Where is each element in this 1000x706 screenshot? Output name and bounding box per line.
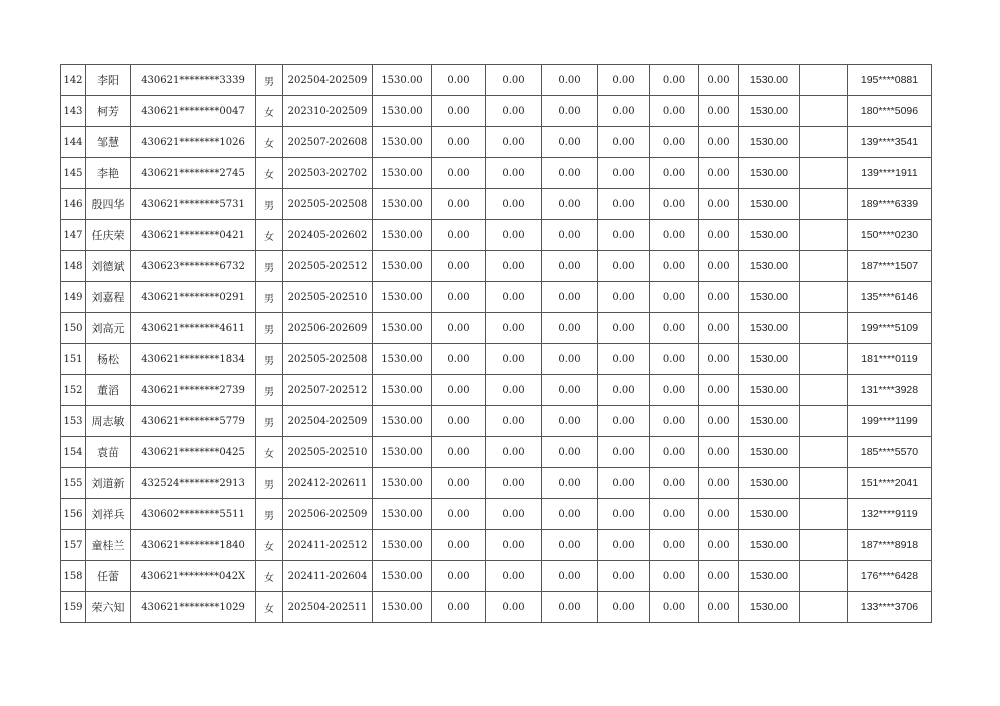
table-row — [61, 251, 932, 282]
cell-col-5: 0.00 — [650, 561, 699, 592]
cell-gender: 男 — [256, 282, 283, 313]
cell-phone: 131****3928 — [848, 375, 932, 406]
cell-col-2: 0.00 — [486, 344, 542, 375]
cell-row-number: 159 — [61, 592, 86, 623]
cell-col-6: 0.00 — [699, 220, 739, 251]
cell-id-number: 430623********6732 — [131, 251, 256, 282]
cell-row-number: 154 — [61, 437, 86, 468]
cell-blank — [800, 499, 848, 530]
cell-col-5: 0.00 — [650, 375, 699, 406]
cell-col-3: 0.00 — [542, 251, 598, 282]
cell-row-number: 153 — [61, 406, 86, 437]
cell-row-number: 157 — [61, 530, 86, 561]
cell-col-5: 0.00 — [650, 592, 699, 623]
cell-name: 邹慧 — [86, 127, 131, 158]
cell-col-3: 0.00 — [542, 313, 598, 344]
cell-total: 1530.00 — [739, 499, 800, 530]
cell-col-4: 0.00 — [598, 530, 650, 561]
cell-id-number: 430621********2745 — [131, 158, 256, 189]
cell-col-2: 0.00 — [486, 251, 542, 282]
cell-total: 1530.00 — [739, 344, 800, 375]
cell-total: 1530.00 — [739, 375, 800, 406]
cell-col-4: 0.00 — [598, 437, 650, 468]
cell-total: 1530.00 — [739, 561, 800, 592]
cell-id-number: 430621********1840 — [131, 530, 256, 561]
cell-total: 1530.00 — [739, 282, 800, 313]
cell-amount: 1530.00 — [373, 437, 432, 468]
cell-period: 202506-202609 — [283, 313, 373, 344]
cell-col-6: 0.00 — [699, 437, 739, 468]
cell-id-number: 430621********1834 — [131, 344, 256, 375]
cell-id-number: 430621********0425 — [131, 437, 256, 468]
cell-phone: 132****9119 — [848, 499, 932, 530]
cell-col-2: 0.00 — [486, 406, 542, 437]
cell-amount: 1530.00 — [373, 158, 432, 189]
cell-gender: 女 — [256, 96, 283, 127]
cell-col-3: 0.00 — [542, 499, 598, 530]
cell-id-number: 432524********2913 — [131, 468, 256, 499]
cell-period: 202505-202508 — [283, 189, 373, 220]
cell-amount: 1530.00 — [373, 313, 432, 344]
cell-amount: 1530.00 — [373, 406, 432, 437]
cell-total: 1530.00 — [739, 96, 800, 127]
cell-col-2: 0.00 — [486, 561, 542, 592]
cell-period: 202503-202702 — [283, 158, 373, 189]
cell-gender: 男 — [256, 468, 283, 499]
cell-col-2: 0.00 — [486, 530, 542, 561]
cell-col-3: 0.00 — [542, 561, 598, 592]
cell-phone: 135****6146 — [848, 282, 932, 313]
cell-col-4: 0.00 — [598, 375, 650, 406]
cell-col-4: 0.00 — [598, 406, 650, 437]
cell-id-number: 430621********0047 — [131, 96, 256, 127]
cell-col-6: 0.00 — [699, 530, 739, 561]
cell-col-4: 0.00 — [598, 158, 650, 189]
cell-name: 童桂兰 — [86, 530, 131, 561]
cell-name: 刘祥兵 — [86, 499, 131, 530]
cell-col-1: 0.00 — [432, 251, 486, 282]
cell-period: 202405-202602 — [283, 220, 373, 251]
table-row — [61, 406, 932, 437]
cell-amount: 1530.00 — [373, 189, 432, 220]
cell-col-5: 0.00 — [650, 251, 699, 282]
cell-id-number: 430621********3339 — [131, 65, 256, 96]
cell-col-3: 0.00 — [542, 468, 598, 499]
cell-col-4: 0.00 — [598, 499, 650, 530]
cell-gender: 女 — [256, 127, 283, 158]
cell-col-2: 0.00 — [486, 499, 542, 530]
cell-col-5: 0.00 — [650, 127, 699, 158]
cell-name: 刘嘉程 — [86, 282, 131, 313]
cell-gender: 男 — [256, 406, 283, 437]
cell-name: 任蕾 — [86, 561, 131, 592]
cell-phone: 180****5096 — [848, 96, 932, 127]
cell-phone: 187****8918 — [848, 530, 932, 561]
cell-name: 周志敏 — [86, 406, 131, 437]
cell-col-1: 0.00 — [432, 282, 486, 313]
cell-id-number: 430621********0421 — [131, 220, 256, 251]
cell-total: 1530.00 — [739, 189, 800, 220]
cell-row-number: 144 — [61, 127, 86, 158]
cell-col-3: 0.00 — [542, 406, 598, 437]
cell-phone: 187****1507 — [848, 251, 932, 282]
cell-blank — [800, 375, 848, 406]
cell-col-2: 0.00 — [486, 65, 542, 96]
cell-col-2: 0.00 — [486, 592, 542, 623]
table-row — [61, 437, 932, 468]
cell-row-number: 152 — [61, 375, 86, 406]
cell-gender: 男 — [256, 251, 283, 282]
cell-blank — [800, 251, 848, 282]
cell-period: 202505-202510 — [283, 282, 373, 313]
cell-name: 李阳 — [86, 65, 131, 96]
cell-phone: 195****0881 — [848, 65, 932, 96]
cell-amount: 1530.00 — [373, 592, 432, 623]
cell-phone: 151****2041 — [848, 468, 932, 499]
cell-col-6: 0.00 — [699, 406, 739, 437]
cell-col-3: 0.00 — [542, 437, 598, 468]
cell-col-5: 0.00 — [650, 65, 699, 96]
cell-blank — [800, 437, 848, 468]
cell-name: 荣六知 — [86, 592, 131, 623]
cell-gender: 女 — [256, 592, 283, 623]
cell-col-5: 0.00 — [650, 220, 699, 251]
cell-col-3: 0.00 — [542, 96, 598, 127]
cell-col-6: 0.00 — [699, 189, 739, 220]
cell-col-1: 0.00 — [432, 127, 486, 158]
cell-period: 202504-202509 — [283, 65, 373, 96]
cell-col-5: 0.00 — [650, 96, 699, 127]
cell-amount: 1530.00 — [373, 375, 432, 406]
cell-col-6: 0.00 — [699, 65, 739, 96]
cell-col-1: 0.00 — [432, 65, 486, 96]
table-row — [61, 220, 932, 251]
cell-col-4: 0.00 — [598, 561, 650, 592]
cell-blank — [800, 530, 848, 561]
cell-row-number: 148 — [61, 251, 86, 282]
cell-col-3: 0.00 — [542, 65, 598, 96]
cell-period: 202506-202509 — [283, 499, 373, 530]
cell-amount: 1530.00 — [373, 468, 432, 499]
cell-col-4: 0.00 — [598, 282, 650, 313]
cell-col-3: 0.00 — [542, 375, 598, 406]
cell-blank — [800, 127, 848, 158]
cell-col-5: 0.00 — [650, 406, 699, 437]
table-row — [61, 158, 932, 189]
cell-col-1: 0.00 — [432, 189, 486, 220]
cell-total: 1530.00 — [739, 127, 800, 158]
cell-phone: 199****1199 — [848, 406, 932, 437]
cell-col-4: 0.00 — [598, 127, 650, 158]
cell-row-number: 151 — [61, 344, 86, 375]
cell-col-6: 0.00 — [699, 468, 739, 499]
cell-col-6: 0.00 — [699, 313, 739, 344]
cell-col-2: 0.00 — [486, 127, 542, 158]
cell-amount: 1530.00 — [373, 530, 432, 561]
cell-name: 柯芳 — [86, 96, 131, 127]
cell-row-number: 143 — [61, 96, 86, 127]
cell-period: 202507-202512 — [283, 375, 373, 406]
table-row — [61, 127, 932, 158]
cell-amount: 1530.00 — [373, 127, 432, 158]
cell-col-4: 0.00 — [598, 592, 650, 623]
cell-col-5: 0.00 — [650, 282, 699, 313]
cell-row-number: 156 — [61, 499, 86, 530]
cell-id-number: 430621********5731 — [131, 189, 256, 220]
cell-blank — [800, 189, 848, 220]
cell-col-2: 0.00 — [486, 158, 542, 189]
cell-col-6: 0.00 — [699, 344, 739, 375]
cell-name: 杨松 — [86, 344, 131, 375]
cell-phone: 133****3706 — [848, 592, 932, 623]
table-row — [61, 344, 932, 375]
cell-col-6: 0.00 — [699, 96, 739, 127]
cell-col-5: 0.00 — [650, 158, 699, 189]
cell-blank — [800, 406, 848, 437]
cell-phone: 139****3541 — [848, 127, 932, 158]
cell-amount: 1530.00 — [373, 561, 432, 592]
cell-col-3: 0.00 — [542, 592, 598, 623]
table-row — [61, 96, 932, 127]
table-row — [61, 499, 932, 530]
cell-col-2: 0.00 — [486, 437, 542, 468]
cell-period: 202411-202604 — [283, 561, 373, 592]
cell-col-6: 0.00 — [699, 375, 739, 406]
cell-col-5: 0.00 — [650, 468, 699, 499]
cell-col-1: 0.00 — [432, 375, 486, 406]
cell-total: 1530.00 — [739, 313, 800, 344]
cell-period: 202505-202510 — [283, 437, 373, 468]
cell-col-1: 0.00 — [432, 313, 486, 344]
cell-gender: 女 — [256, 561, 283, 592]
cell-col-4: 0.00 — [598, 65, 650, 96]
cell-gender: 女 — [256, 158, 283, 189]
cell-name: 刘道新 — [86, 468, 131, 499]
cell-row-number: 142 — [61, 65, 86, 96]
cell-col-6: 0.00 — [699, 499, 739, 530]
cell-amount: 1530.00 — [373, 344, 432, 375]
cell-col-1: 0.00 — [432, 344, 486, 375]
cell-col-5: 0.00 — [650, 313, 699, 344]
cell-id-number: 430621********1029 — [131, 592, 256, 623]
cell-amount: 1530.00 — [373, 220, 432, 251]
cell-row-number: 146 — [61, 189, 86, 220]
cell-gender: 女 — [256, 530, 283, 561]
cell-total: 1530.00 — [739, 468, 800, 499]
cell-col-3: 0.00 — [542, 344, 598, 375]
cell-phone: 185****5570 — [848, 437, 932, 468]
cell-blank — [800, 158, 848, 189]
table-row — [61, 592, 932, 623]
cell-col-1: 0.00 — [432, 220, 486, 251]
cell-gender: 男 — [256, 375, 283, 406]
cell-name: 殷四华 — [86, 189, 131, 220]
cell-amount: 1530.00 — [373, 96, 432, 127]
table-row — [61, 468, 932, 499]
cell-total: 1530.00 — [739, 65, 800, 96]
cell-col-6: 0.00 — [699, 158, 739, 189]
cell-id-number: 430621********2739 — [131, 375, 256, 406]
cell-period: 202507-202608 — [283, 127, 373, 158]
cell-col-1: 0.00 — [432, 499, 486, 530]
cell-gender: 男 — [256, 344, 283, 375]
cell-col-5: 0.00 — [650, 499, 699, 530]
cell-amount: 1530.00 — [373, 65, 432, 96]
cell-phone: 150****0230 — [848, 220, 932, 251]
cell-blank — [800, 592, 848, 623]
cell-col-5: 0.00 — [650, 344, 699, 375]
cell-name: 董滔 — [86, 375, 131, 406]
cell-name: 任庆荣 — [86, 220, 131, 251]
cell-phone: 199****5109 — [848, 313, 932, 344]
cell-col-4: 0.00 — [598, 344, 650, 375]
cell-blank — [800, 220, 848, 251]
cell-phone: 176****6428 — [848, 561, 932, 592]
cell-name: 刘高元 — [86, 313, 131, 344]
cell-name: 刘德斌 — [86, 251, 131, 282]
cell-row-number: 150 — [61, 313, 86, 344]
cell-period: 202504-202511 — [283, 592, 373, 623]
table-row — [61, 530, 932, 561]
cell-period: 202504-202509 — [283, 406, 373, 437]
cell-col-1: 0.00 — [432, 437, 486, 468]
cell-col-1: 0.00 — [432, 158, 486, 189]
cell-blank — [800, 65, 848, 96]
cell-col-3: 0.00 — [542, 530, 598, 561]
cell-total: 1530.00 — [739, 592, 800, 623]
cell-name: 袁苗 — [86, 437, 131, 468]
cell-col-3: 0.00 — [542, 282, 598, 313]
cell-col-6: 0.00 — [699, 561, 739, 592]
cell-row-number: 149 — [61, 282, 86, 313]
cell-total: 1530.00 — [739, 158, 800, 189]
cell-col-2: 0.00 — [486, 375, 542, 406]
cell-total: 1530.00 — [739, 406, 800, 437]
cell-period: 202411-202512 — [283, 530, 373, 561]
cell-col-6: 0.00 — [699, 592, 739, 623]
cell-blank — [800, 282, 848, 313]
cell-id-number: 430621********5779 — [131, 406, 256, 437]
cell-col-5: 0.00 — [650, 189, 699, 220]
cell-blank — [800, 561, 848, 592]
cell-period: 202505-202508 — [283, 344, 373, 375]
cell-col-1: 0.00 — [432, 96, 486, 127]
cell-col-2: 0.00 — [486, 468, 542, 499]
cell-id-number: 430621********0291 — [131, 282, 256, 313]
cell-col-1: 0.00 — [432, 592, 486, 623]
cell-period: 202412-202611 — [283, 468, 373, 499]
cell-phone: 139****1911 — [848, 158, 932, 189]
table-row — [61, 561, 932, 592]
cell-col-1: 0.00 — [432, 561, 486, 592]
cell-row-number: 158 — [61, 561, 86, 592]
cell-col-4: 0.00 — [598, 220, 650, 251]
cell-gender: 女 — [256, 220, 283, 251]
cell-amount: 1530.00 — [373, 251, 432, 282]
cell-blank — [800, 468, 848, 499]
cell-col-1: 0.00 — [432, 530, 486, 561]
cell-col-1: 0.00 — [432, 468, 486, 499]
cell-name: 李艳 — [86, 158, 131, 189]
table-row — [61, 282, 932, 313]
cell-col-4: 0.00 — [598, 189, 650, 220]
cell-id-number: 430621********1026 — [131, 127, 256, 158]
cell-blank — [800, 96, 848, 127]
cell-col-4: 0.00 — [598, 468, 650, 499]
cell-blank — [800, 344, 848, 375]
cell-col-1: 0.00 — [432, 406, 486, 437]
cell-col-2: 0.00 — [486, 220, 542, 251]
table-row — [61, 189, 932, 220]
cell-total: 1530.00 — [739, 220, 800, 251]
cell-gender: 女 — [256, 437, 283, 468]
cell-blank — [800, 313, 848, 344]
cell-col-2: 0.00 — [486, 96, 542, 127]
cell-period: 202310-202509 — [283, 96, 373, 127]
cell-id-number: 430621********4611 — [131, 313, 256, 344]
cell-col-4: 0.00 — [598, 96, 650, 127]
cell-col-2: 0.00 — [486, 313, 542, 344]
cell-total: 1530.00 — [739, 530, 800, 561]
cell-col-5: 0.00 — [650, 530, 699, 561]
cell-col-2: 0.00 — [486, 189, 542, 220]
cell-amount: 1530.00 — [373, 499, 432, 530]
cell-col-5: 0.00 — [650, 437, 699, 468]
cell-id-number: 430602********5511 — [131, 499, 256, 530]
cell-col-3: 0.00 — [542, 189, 598, 220]
cell-col-4: 0.00 — [598, 313, 650, 344]
cell-gender: 男 — [256, 189, 283, 220]
cell-col-6: 0.00 — [699, 282, 739, 313]
cell-phone: 181****0119 — [848, 344, 932, 375]
cell-row-number: 145 — [61, 158, 86, 189]
cell-col-3: 0.00 — [542, 158, 598, 189]
cell-col-3: 0.00 — [542, 220, 598, 251]
cell-row-number: 155 — [61, 468, 86, 499]
cell-amount: 1530.00 — [373, 282, 432, 313]
cell-gender: 男 — [256, 313, 283, 344]
table-row — [61, 313, 932, 344]
cell-phone: 189****6339 — [848, 189, 932, 220]
table-row — [61, 65, 932, 96]
cell-gender: 男 — [256, 499, 283, 530]
cell-period: 202505-202512 — [283, 251, 373, 282]
cell-row-number: 147 — [61, 220, 86, 251]
data-table — [60, 64, 932, 623]
cell-gender: 男 — [256, 65, 283, 96]
cell-total: 1530.00 — [739, 437, 800, 468]
cell-col-2: 0.00 — [486, 282, 542, 313]
table-row — [61, 375, 932, 406]
cell-col-6: 0.00 — [699, 251, 739, 282]
cell-col-6: 0.00 — [699, 127, 739, 158]
cell-total: 1530.00 — [739, 251, 800, 282]
cell-id-number: 430621********042X — [131, 561, 256, 592]
cell-col-3: 0.00 — [542, 127, 598, 158]
cell-col-4: 0.00 — [598, 251, 650, 282]
